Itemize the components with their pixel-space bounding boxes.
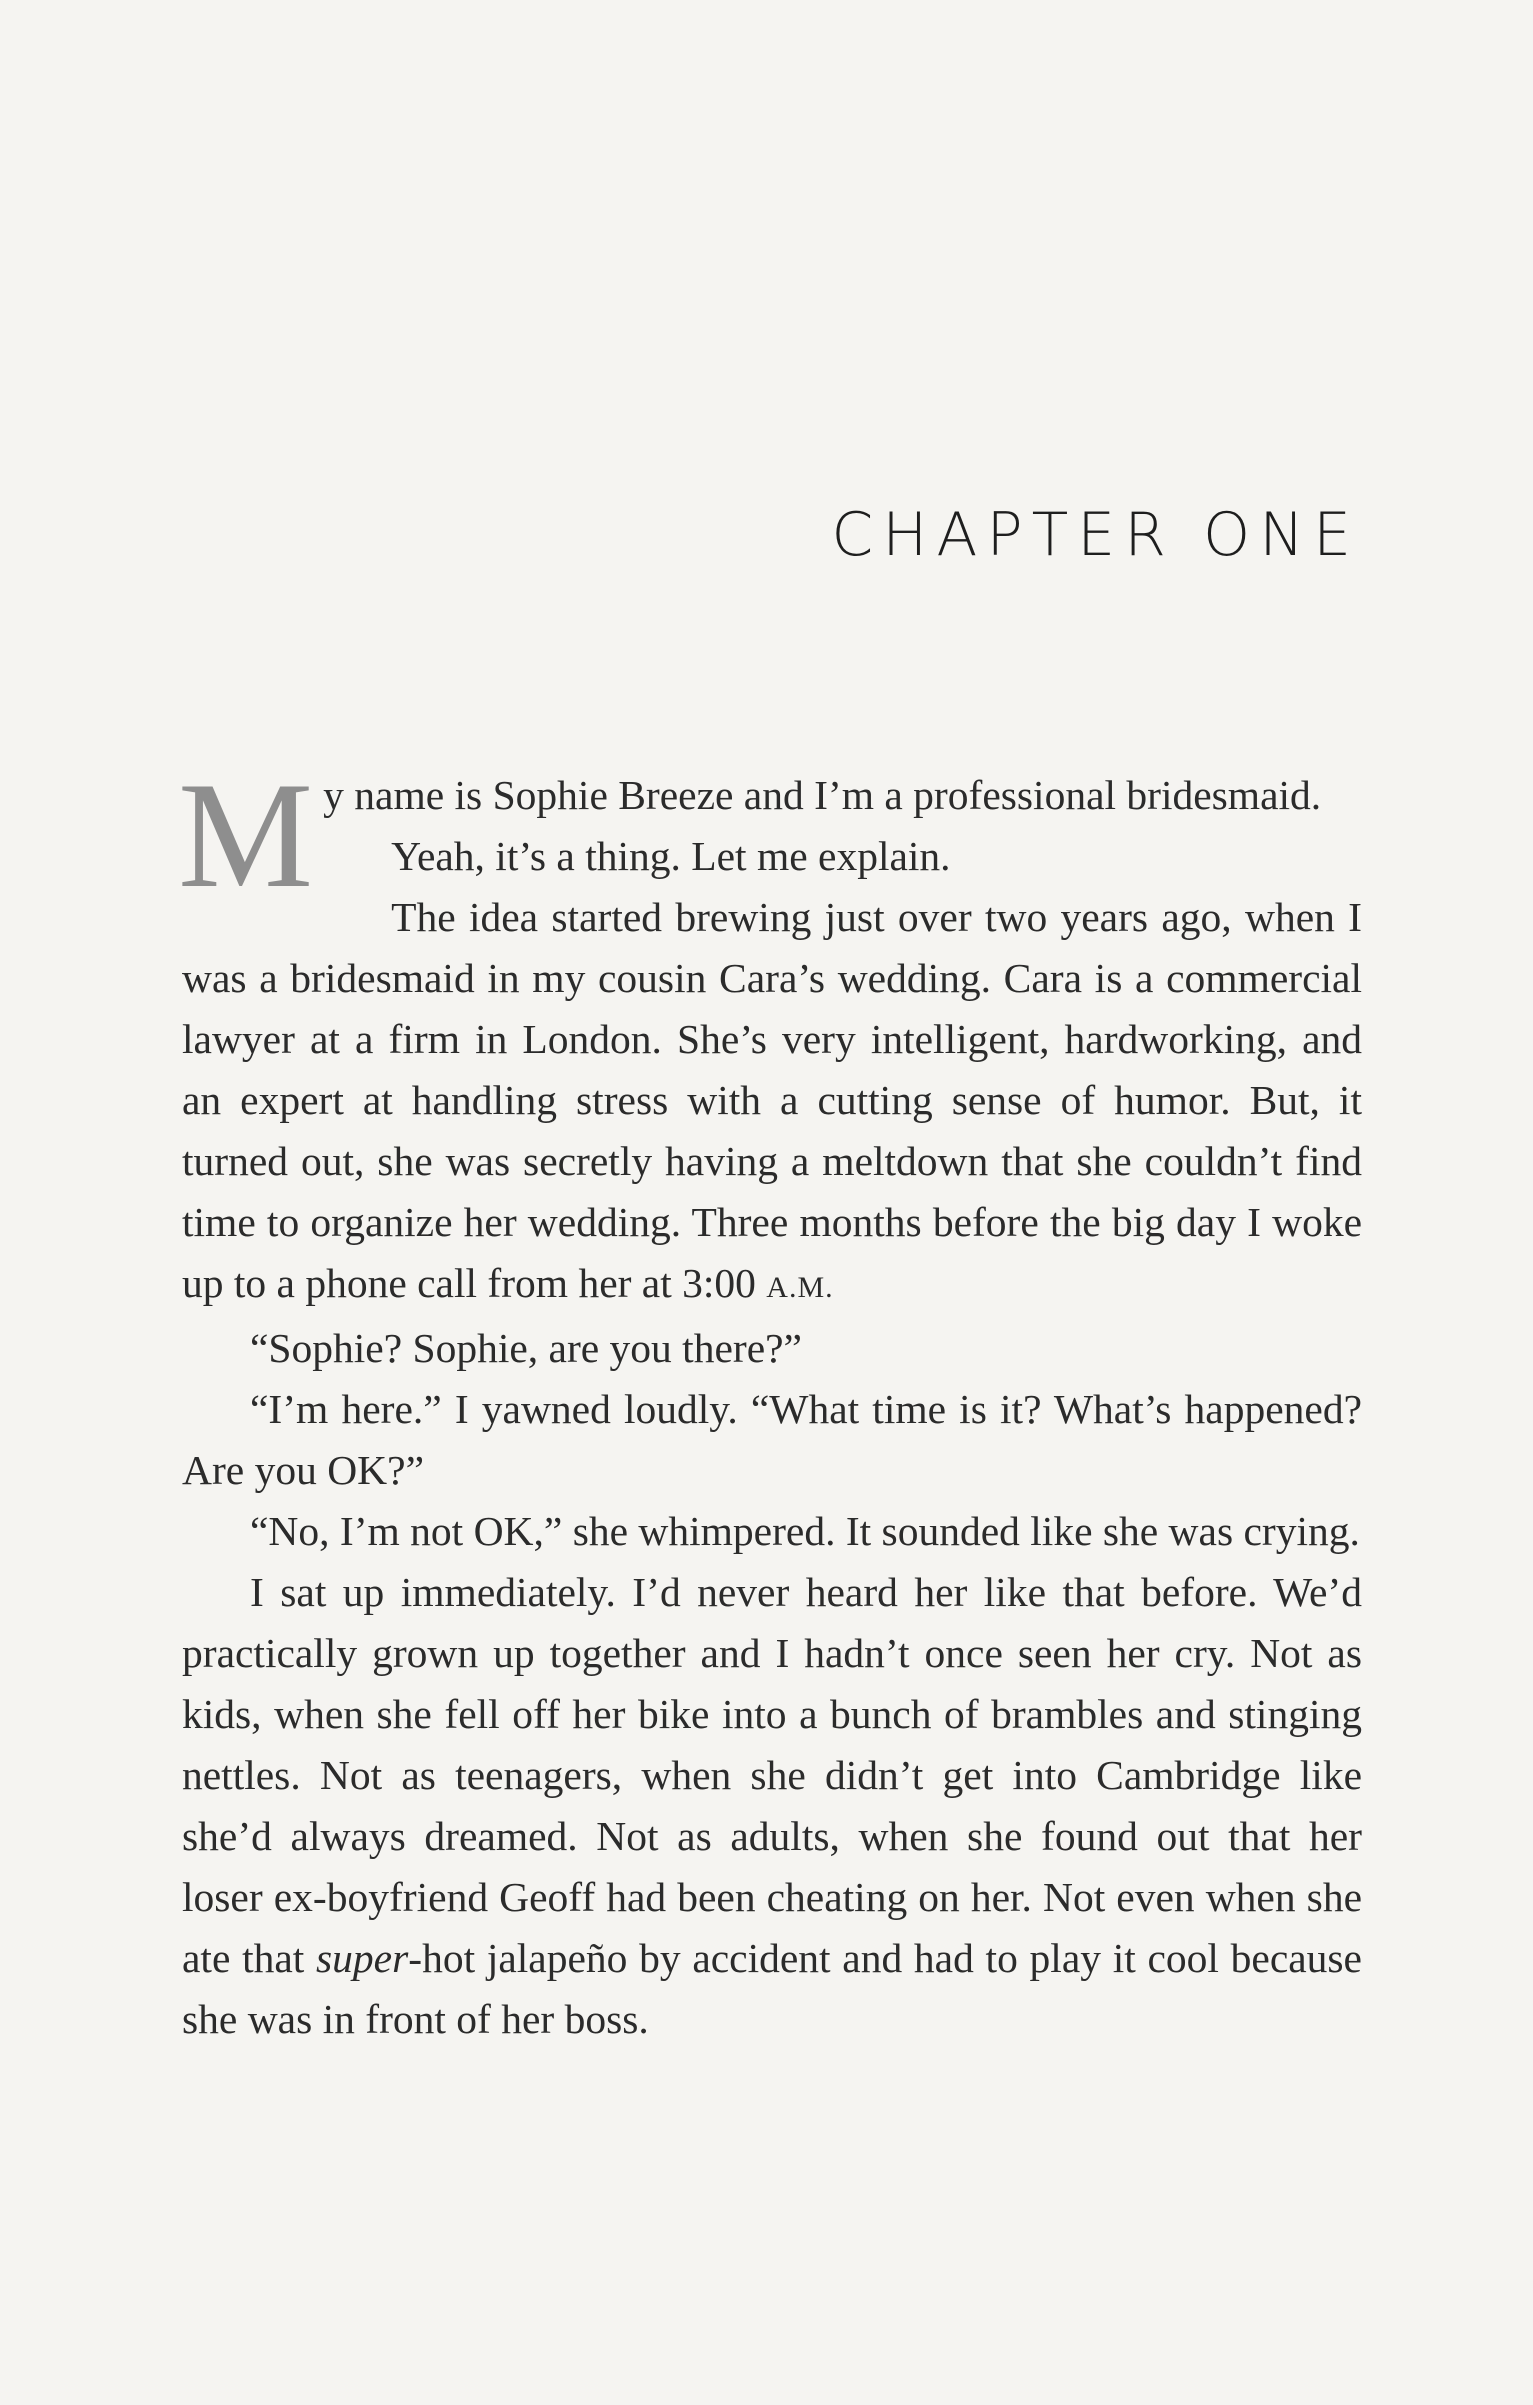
paragraph-3 xyxy=(182,887,1362,1318)
drop-cap: M xyxy=(178,751,314,919)
chapter-body xyxy=(178,751,1362,2050)
paragraph-2: Yeah, it’s a thing. Let me explain. xyxy=(391,833,951,879)
paragraph-7-text-a: I sat up immediately. I’d never heard her like that before. We’d practically grown up together and I hadn’t once seen her cry. Not as kids, when she fell off her bike into a bunch of brambles and stinging nettles. Not as teenagers, when she didn’t get into Cambridge like she’d always dreamed. Not as adults, when she found out that her loser ex-boyfriend Geoff had been cheating on her. Not even when she ate that xyxy=(182,1569,1362,1981)
time-suffix: A.M. xyxy=(766,1271,834,1304)
paragraph-3-text: The idea started brewing just over two years ago, when I was a bridesmaid in my cousin Cara’s wedding. Cara is a commercial lawyer at a firm in London. She’s very intelligent, hardworking, and an expert at handling stress with a cutting sense of humor. But, it turned out, she was secretly having a meltdown that she couldn’t find time to organize her wedding. Three months before the big day I woke up to a phone call from her at 3:00 xyxy=(182,894,1362,1306)
chapter-title: CHAPTER ONE xyxy=(831,500,1360,570)
paragraph-5: “I’m here.” I yawned loudly. “What time is it? What’s happened? Are you OK?” xyxy=(182,1386,1362,1493)
emphasis-super: super xyxy=(316,1935,409,1981)
paragraph-7-text-b: -hot jalapeño by accident and had to play it cool because she was in front of her boss. xyxy=(182,1935,1362,2042)
paragraph-7 xyxy=(182,1562,1362,2050)
paragraph-4: “Sophie? Sophie, are you there?” xyxy=(250,1325,802,1371)
paragraph-1-text: y name is Sophie Breeze and I’m a professional bridesmaid. xyxy=(323,772,1322,818)
paragraph-6: “No, I’m not OK,” she whimpered. It sounded like she was crying. xyxy=(250,1508,1360,1554)
